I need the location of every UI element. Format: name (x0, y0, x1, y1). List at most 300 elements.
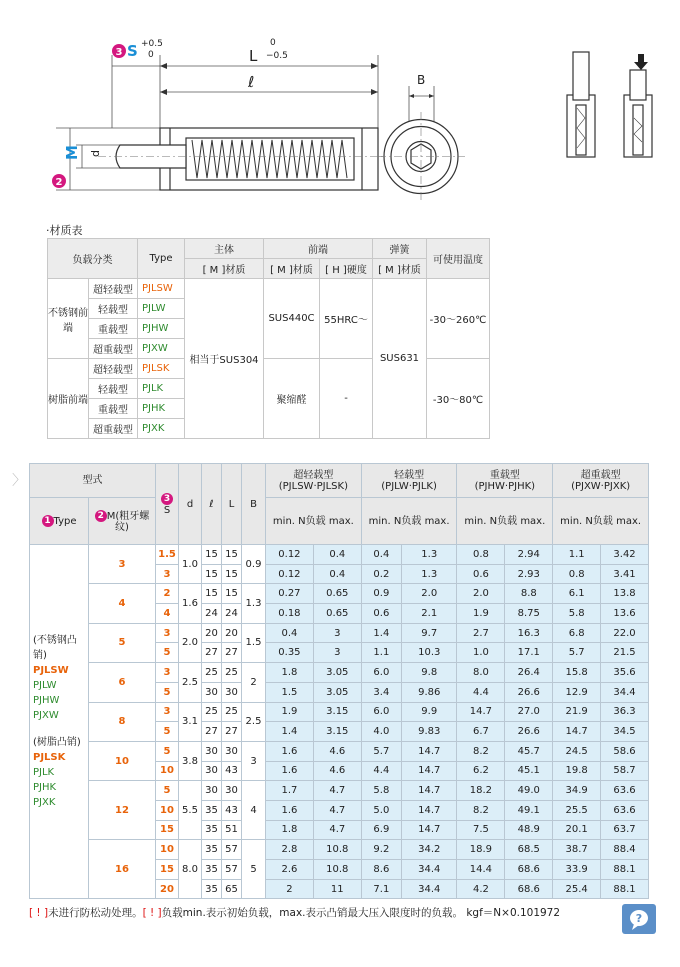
ell-value: 30 (202, 781, 222, 801)
load-max: 35.6 (601, 663, 649, 683)
type-list-cell (30, 545, 89, 899)
ell-value: 24 (202, 604, 222, 624)
load-max: 3.15 (313, 722, 361, 742)
n-load-label: N负载 (298, 515, 326, 527)
load-name: 轻载型 (89, 379, 138, 399)
b-value: 3 (242, 741, 266, 780)
type-code: PJXK (33, 797, 56, 809)
load-max: 13.8 (601, 584, 649, 604)
front-hardness: 55HRC～ (320, 279, 373, 359)
warning-mark: [ ! ] (142, 907, 162, 919)
s-label: S (127, 42, 138, 60)
load-max: 48.9 (505, 820, 553, 840)
l-value: 27 (222, 643, 242, 663)
load-max: 8.8 (505, 584, 553, 604)
load-min: 0.12 (266, 564, 314, 584)
s-value: 5 (156, 781, 179, 801)
spec-row (30, 840, 649, 860)
load-min: 2.6 (266, 860, 314, 880)
m-size: 8 (89, 702, 156, 741)
load-min: 1.1 (361, 643, 401, 663)
load-min: 0.8 (553, 564, 601, 584)
load-max: 45.7 (505, 741, 553, 761)
ell-value: 35 (202, 800, 222, 820)
type-code: PJLK (33, 767, 55, 779)
load-min: 2.8 (266, 840, 314, 860)
l-value: 15 (222, 545, 242, 565)
minmax-header (266, 498, 362, 545)
load-max: 11 (313, 879, 361, 899)
type-code: PJLK (138, 379, 185, 399)
load-max: 49.0 (505, 781, 553, 801)
load-min: 21.9 (553, 702, 601, 722)
s-value: 10 (156, 761, 179, 781)
load-max: 2.94 (505, 545, 553, 565)
m-label: M (63, 145, 81, 160)
load-max: 4.7 (313, 800, 361, 820)
load-min: 1.8 (266, 820, 314, 840)
load-min: 6.0 (361, 663, 401, 683)
s-value: 4 (156, 604, 179, 624)
min-label: min. (272, 515, 295, 527)
load-min: 33.9 (553, 860, 601, 880)
load-max: 9.86 (402, 682, 457, 702)
load-min: 1.9 (266, 702, 314, 722)
spec-row (30, 545, 649, 565)
m-size: 12 (89, 781, 156, 840)
load-max: 2.93 (505, 564, 553, 584)
s-value: 5 (156, 741, 179, 761)
l-value: 15 (222, 584, 242, 604)
load-max: 4.6 (313, 741, 361, 761)
type-group-label: (不锈钢凸销) (33, 635, 77, 662)
header-s-label: S (163, 504, 171, 516)
header-temp: 可使用温度 (427, 239, 490, 279)
load-min: 5.7 (361, 741, 401, 761)
group-sub: (PJLW·PJLK) (381, 480, 437, 492)
header-s (156, 464, 179, 545)
load-min: 1.9 (457, 604, 505, 624)
m-size: 16 (89, 840, 156, 899)
load-min: 0.9 (361, 584, 401, 604)
ell-label: ℓ (248, 73, 255, 91)
load-min: 6.0 (361, 702, 401, 722)
load-max: 9.8 (402, 663, 457, 683)
load-min: 5.0 (361, 800, 401, 820)
l-value: 27 (222, 722, 242, 742)
load-min: 24.5 (553, 741, 601, 761)
load-min: 6.8 (553, 623, 601, 643)
type-code: PJLW (138, 299, 185, 319)
header-group-1 (266, 464, 362, 498)
load-min: 0.18 (266, 604, 314, 624)
load-min: 1.4 (266, 722, 314, 742)
load-max: 0.4 (313, 564, 361, 584)
d-value: 1.0 (179, 545, 202, 584)
material-caption: ·材质表 (46, 224, 83, 237)
s-value: 15 (156, 820, 179, 840)
question-icon (622, 904, 656, 934)
load-max: 34.2 (402, 840, 457, 860)
header-b: B (242, 464, 266, 545)
load-max: 34.4 (601, 682, 649, 702)
load-min: 8.2 (457, 741, 505, 761)
load-min: 6.1 (553, 584, 601, 604)
l-label: L (249, 47, 258, 65)
load-min: 2.0 (457, 584, 505, 604)
load-max: 0.65 (313, 604, 361, 624)
s-value: 5 (156, 722, 179, 742)
ell-value: 30 (202, 741, 222, 761)
load-max: 9.83 (402, 722, 457, 742)
load-min: 4.2 (457, 879, 505, 899)
load-max: 4.6 (313, 761, 361, 781)
ell-value: 15 (202, 584, 222, 604)
header-group-3 (457, 464, 553, 498)
max-label: max. (520, 515, 546, 527)
l-value: 65 (222, 879, 242, 899)
minmax-header (457, 498, 553, 545)
spring-material: SUS631 (373, 279, 427, 439)
ell-value: 35 (202, 820, 222, 840)
type-group-label: (树脂凸销) (33, 737, 81, 749)
footnote (29, 905, 560, 920)
load-max: 13.6 (601, 604, 649, 624)
header-front-h: [ H ]硬度 (320, 259, 373, 279)
l-value: 30 (222, 741, 242, 761)
m-circle: 2 (95, 510, 107, 522)
d-value: 1.6 (179, 584, 202, 623)
load-max: 49.1 (505, 800, 553, 820)
ell-value: 25 (202, 702, 222, 722)
load-min: 0.8 (457, 545, 505, 565)
d-value: 2.5 (179, 663, 202, 702)
load-max: 26.4 (505, 663, 553, 683)
s-value: 2 (156, 584, 179, 604)
load-min: 7.5 (457, 820, 505, 840)
load-max: 68.6 (505, 860, 553, 880)
n-load-label: N负载 (585, 515, 613, 527)
min-label: min. (560, 515, 583, 527)
warning-mark: [ ! ] (29, 907, 49, 919)
load-max: 3 (313, 643, 361, 663)
spec-row (30, 584, 649, 604)
header-l: L (222, 464, 242, 545)
l-value: 25 (222, 663, 242, 683)
load-min: 38.7 (553, 840, 601, 860)
load-max: 14.7 (402, 741, 457, 761)
load-min: 5.7 (553, 643, 601, 663)
s-value: 3 (156, 564, 179, 584)
load-max: 88.4 (601, 840, 649, 860)
load-min: 0.12 (266, 545, 314, 565)
load-name: 重载型 (89, 399, 138, 419)
s-value: 15 (156, 860, 179, 880)
material-table (47, 238, 490, 439)
load-name: 超重载型 (89, 339, 138, 359)
load-min: 1.6 (266, 761, 314, 781)
group-title: 超重载型 (580, 469, 621, 481)
load-max: 3.41 (601, 564, 649, 584)
load-min: 1.1 (553, 545, 601, 565)
load-min: 6.9 (361, 820, 401, 840)
l-value: 57 (222, 860, 242, 880)
m-size: 5 (89, 623, 156, 662)
footnote-text-1: 未进行防松动处理。 (48, 907, 143, 919)
header-type (30, 498, 89, 545)
load-min: 1.4 (361, 623, 401, 643)
load-max: 4.7 (313, 781, 361, 801)
load-max: 88.1 (601, 860, 649, 880)
ell-value: 35 (202, 860, 222, 880)
s-value: 5 (156, 682, 179, 702)
ell-value: 30 (202, 682, 222, 702)
load-max: 2.0 (402, 584, 457, 604)
n-load-label: N负载 (393, 515, 422, 527)
header-spring-sub: [ M ]材质 (373, 259, 427, 279)
load-max: 14.7 (402, 781, 457, 801)
b-value: 1.5 (242, 623, 266, 662)
type-code: PJHK (138, 399, 185, 419)
front-material: 聚缩醛 (264, 359, 320, 439)
m-size: 3 (89, 545, 156, 584)
load-max: 0.65 (313, 584, 361, 604)
minmax-header (553, 498, 649, 545)
spec-row (30, 663, 649, 683)
group-title: 超轻载型 (293, 469, 334, 481)
load-min: 14.7 (457, 702, 505, 722)
load-max: 9.9 (402, 702, 457, 722)
header-type-label: Type (53, 516, 77, 527)
front-material: SUS440C (264, 279, 320, 359)
load-max: 3.42 (601, 545, 649, 565)
load-max: 26.6 (505, 682, 553, 702)
load-min: 0.4 (266, 623, 314, 643)
max-label: max. (616, 515, 642, 527)
type-code: PJXW (138, 339, 185, 359)
load-name: 超重载型 (89, 419, 138, 439)
load-min: 4.4 (361, 761, 401, 781)
l-value: 20 (222, 623, 242, 643)
load-min: 12.9 (553, 682, 601, 702)
ell-value: 15 (202, 545, 222, 565)
header-load-class: 负载分类 (48, 239, 138, 279)
load-max: 58.6 (601, 741, 649, 761)
spec-row (30, 702, 649, 722)
s-value: 1.5 (156, 545, 179, 565)
temp-range: -30～80℃ (427, 359, 490, 439)
load-min: 1.0 (457, 643, 505, 663)
load-max: 21.5 (601, 643, 649, 663)
load-max: 3 (313, 623, 361, 643)
load-max: 3.05 (313, 663, 361, 683)
l-value: 24 (222, 604, 242, 624)
front-hardness: - (320, 359, 373, 439)
b-value: 4 (242, 781, 266, 840)
b-value: 2.5 (242, 702, 266, 741)
m-size: 6 (89, 663, 156, 702)
load-max: 88.1 (601, 879, 649, 899)
load-min: 18.9 (457, 840, 505, 860)
load-max: 63.6 (601, 800, 649, 820)
l-value: 43 (222, 761, 242, 781)
load-max: 68.5 (505, 840, 553, 860)
s-value: 5 (156, 643, 179, 663)
group-sub: (PJXW·PJXK) (571, 480, 631, 492)
load-min: 3.4 (361, 682, 401, 702)
chevron-left-icon[interactable]: 〉 (12, 473, 26, 489)
load-max: 14.7 (402, 800, 457, 820)
load-max: 27.0 (505, 702, 553, 722)
l-value: 57 (222, 840, 242, 860)
header-body-sub: [ M ]材质 (185, 259, 264, 279)
load-min: 0.4 (361, 545, 401, 565)
d-value: 5.5 (179, 781, 202, 840)
load-max: 4.7 (313, 820, 361, 840)
load-max: 8.75 (505, 604, 553, 624)
ell-value: 25 (202, 663, 222, 683)
s-tol-lower: 0 (148, 50, 154, 60)
load-max: 14.7 (402, 761, 457, 781)
n-load-label: N负载 (489, 515, 518, 527)
group-sub: (PJLSW·PJLSK) (278, 480, 348, 492)
m-size: 10 (89, 741, 156, 780)
load-max: 45.1 (505, 761, 553, 781)
group-name: 不锈钢前端 (48, 279, 89, 359)
help-button[interactable] (622, 904, 656, 934)
s-circle: 3 (161, 493, 173, 505)
load-min: 19.8 (553, 761, 601, 781)
header-group-2 (361, 464, 457, 498)
load-min: 34.9 (553, 781, 601, 801)
header-group-4 (553, 464, 649, 498)
header-m-label: M(粗牙螺纹) (106, 510, 150, 533)
load-min: 2.7 (457, 623, 505, 643)
l-tol-lower: −0.5 (266, 51, 288, 61)
ell-value: 20 (202, 623, 222, 643)
type-code: PJHK (33, 782, 57, 794)
type-code: PJLW (33, 680, 57, 692)
load-max: 17.1 (505, 643, 553, 663)
s-tol-upper: +0.5 (141, 39, 163, 49)
load-min: 25.4 (553, 879, 601, 899)
load-min: 8.2 (457, 800, 505, 820)
b-label: B (417, 73, 426, 87)
type-code: PJHW (138, 319, 185, 339)
load-max: 1.3 (402, 545, 457, 565)
type-code: PJLSK (138, 359, 185, 379)
header-front: 前端 (264, 239, 373, 259)
load-max: 2.1 (402, 604, 457, 624)
header-m (89, 498, 156, 545)
load-min: 18.2 (457, 781, 505, 801)
load-min: 14.7 (553, 722, 601, 742)
l-value: 43 (222, 800, 242, 820)
l-value: 25 (222, 702, 242, 722)
type-code: PJXW (33, 710, 59, 722)
s-value: 3 (156, 702, 179, 722)
header-spring: 弹簧 (373, 239, 427, 259)
header-body: 主体 (185, 239, 264, 259)
spec-body (30, 545, 649, 899)
load-min: 7.1 (361, 879, 401, 899)
type-code: PJLSW (138, 279, 185, 299)
load-max: 36.3 (601, 702, 649, 722)
load-max: 22.0 (601, 623, 649, 643)
b-value: 2 (242, 663, 266, 702)
ell-value: 30 (202, 761, 222, 781)
load-min: 0.2 (361, 564, 401, 584)
load-min: 0.6 (361, 604, 401, 624)
max-label: max. (328, 515, 354, 527)
l-value: 30 (222, 781, 242, 801)
header-model: 型式 (30, 464, 156, 498)
load-min: 8.0 (457, 663, 505, 683)
ell-value: 27 (202, 722, 222, 742)
load-max: 34.5 (601, 722, 649, 742)
l-tol-upper: 0 (270, 38, 276, 48)
load-min: 9.2 (361, 840, 401, 860)
body-material: 相当于SUS304 (185, 279, 264, 439)
load-max: 16.3 (505, 623, 553, 643)
load-max: 26.6 (505, 722, 553, 742)
load-min: 1.5 (266, 682, 314, 702)
s-value: 20 (156, 879, 179, 899)
load-min: 0.27 (266, 584, 314, 604)
load-max: 34.4 (402, 879, 457, 899)
s-value: 10 (156, 800, 179, 820)
min-label: min. (464, 515, 487, 527)
load-min: 25.5 (553, 800, 601, 820)
load-max: 68.6 (505, 879, 553, 899)
load-min: 2 (266, 879, 314, 899)
load-max: 63.6 (601, 781, 649, 801)
temp-range: -30～260℃ (427, 279, 490, 359)
ell-value: 35 (202, 840, 222, 860)
type-code: PJLSW (33, 665, 69, 677)
load-min: 1.7 (266, 781, 314, 801)
type-code: PJHW (33, 695, 60, 707)
type-code: PJLSK (33, 752, 66, 764)
type-circle: 1 (42, 515, 54, 527)
load-min: 1.6 (266, 800, 314, 820)
l-value: 15 (222, 564, 242, 584)
load-min: 20.1 (553, 820, 601, 840)
load-name: 重载型 (89, 319, 138, 339)
m-size: 4 (89, 584, 156, 623)
l-value: 51 (222, 820, 242, 840)
header-ell: ℓ (202, 464, 222, 545)
group-title: 轻载型 (394, 469, 425, 481)
header-d: d (179, 464, 202, 545)
load-min: 0.6 (457, 564, 505, 584)
load-min: 4.4 (457, 682, 505, 702)
footnote-text-2: 负载min.表示初始负载，max.表示凸销最大压入限度时的负载。 kgf＝N×0.101972 (161, 907, 561, 919)
b-value: 1.3 (242, 584, 266, 623)
d-value: 2.0 (179, 623, 202, 662)
b-value: 0.9 (242, 545, 266, 584)
load-name: 超轻载型 (89, 279, 138, 299)
ell-value: 27 (202, 643, 222, 663)
load-max: 10.8 (313, 840, 361, 860)
load-max: 14.7 (402, 820, 457, 840)
load-max: 3.05 (313, 682, 361, 702)
load-min: 5.8 (553, 604, 601, 624)
d-value: 8.0 (179, 840, 202, 899)
load-min: 1.8 (266, 663, 314, 683)
load-max: 3.15 (313, 702, 361, 722)
load-max: 9.7 (402, 623, 457, 643)
